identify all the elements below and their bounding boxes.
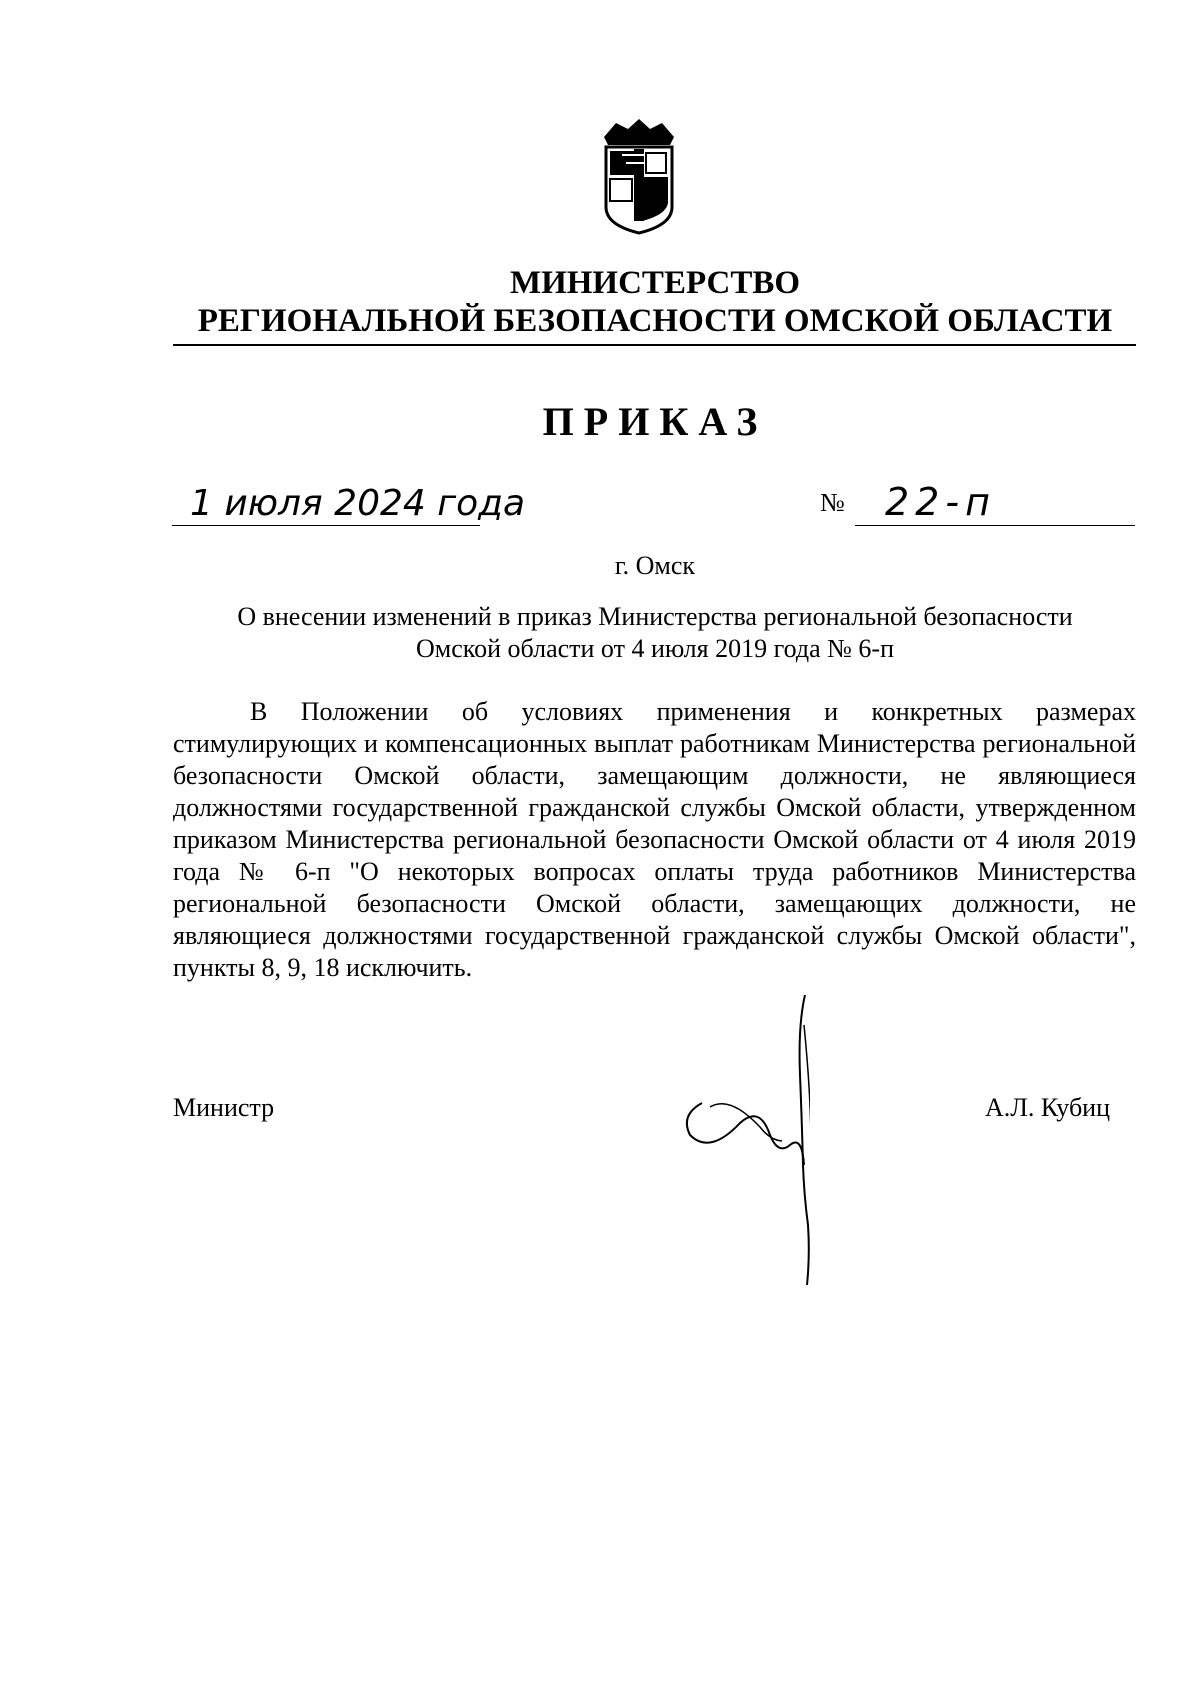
subject-line2: Омской области от 4 июля 2019 года № 6-п [416, 634, 894, 663]
date-underline [172, 525, 480, 526]
header-divider [173, 344, 1136, 346]
subject-line1: О внесении изменений в приказ Министерства региональной безопасности [237, 602, 1073, 631]
number-underline [855, 525, 1135, 526]
signer-role: Министр [173, 1093, 275, 1122]
ministry-name-line1: МИНИСТЕРСТВО [509, 265, 801, 301]
handwritten-date: 1 июля 2024 года [190, 483, 526, 524]
document-type-title: ПРИКАЗ [542, 399, 768, 444]
document-city: г. Омск [614, 551, 696, 580]
number-label: № [820, 488, 845, 517]
handwritten-number: 22-п [885, 480, 996, 524]
number-field [855, 478, 1135, 526]
order-body-paragraph: В Положении об условиях применения и конкретных размерах стимулирующих и компенсационных выплат работникам Министерства региональной безопасности Омской области, замещающим должности, не являющиеся должностями государственной гражданской службы Омской области, утвержденном приказом Министерства региональной безопасности Омской области от 4 июля 2019 года № 6-п "О некоторых вопросах оплаты труда работников Министерства региональной безопасности Омской области, замещающих должности, не являющиеся должностями государственной гражданской службы Омской области", пункты 8, 9, 18 исключить. [173, 697, 1136, 982]
signer-name: А.Л. Кубиц [985, 1093, 1111, 1122]
date-field [172, 478, 526, 526]
ministry-name-line2: РЕГИОНАЛЬНОЙ БЕЗОПАСНОСТИ ОМСКОЙ ОБЛАСТИ [197, 303, 1113, 339]
signature-icon [670, 995, 810, 1285]
coat-of-arms-icon [596, 115, 682, 235]
document-subject [170, 601, 1140, 665]
